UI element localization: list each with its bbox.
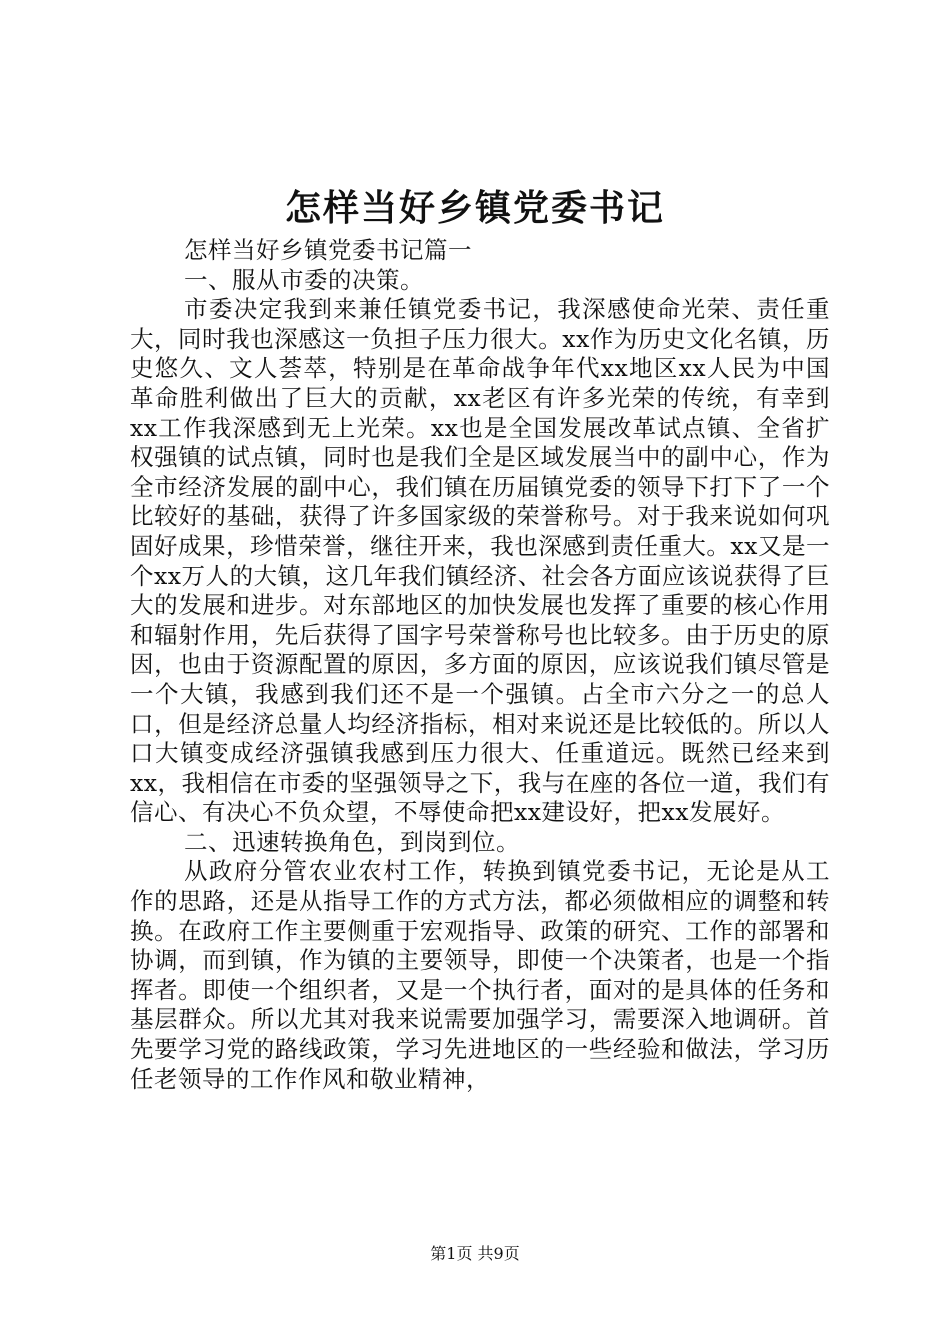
page-footer: 第1页 共9页 xyxy=(430,1244,520,1263)
subheading-1: 一、服从市委的决策。 xyxy=(184,265,425,294)
subheading-2: 二、迅速转换角色，到岗到位。 xyxy=(184,827,521,856)
document-title: 怎样当好乡镇党委书记 xyxy=(284,187,665,229)
section-heading: 怎样当好乡镇党委书记篇一 xyxy=(184,236,473,264)
paragraph: 市委决定我到来兼任镇党委书记，我深感使命光荣、责任重大，同时我也深感这一负担子压力很大。xx作为历史文化名镇，历史悠久、文人荟萃，特别是在革命战争年代xx地区xx人民为中国革命胜利做出了巨大的贡献，xx老区有许多光荣的传统，有幸到xx工作我深感到无上光荣。xx也是全国发展改革试点镇、全省扩权强镇的试点镇，同时也是我们全是区域发展当中的副中心，作为全市经济发展的副中心，我们镇在历届镇党委的领导下打下了一个比较好的基础，获得了许多国家级的荣誉称号。对于我来说如何巩固好成果，珍惜荣誉，继往开来，我也深感到责任重大。xx又是一个xx万人的大镇，这几年我们镇经济、社会各方面应该说获得了巨大的发展和进步。对东部地区的加快发展也发挥了重要的核心作用和辐射作用，先后获得了国字号荣誉称号也比较多。由于历史的原因，也由于资源配置的原因，多方面的原因，应该说我们镇尽管是一个大镇，我感到我们还不是一个强镇。占全市六分之一的总人口，但是经济总量人均经济指标，相对来说还是比较低的。所以人口大镇变成经济强镇我感到压力很大、任重道远。既然已经来到xx，我相信在市委的坚强领导之下，我与在座的各位一道，我们有信心、有决心不负众望，不辱使命把xx建设好，把xx发展好。 xyxy=(130,295,830,827)
document-body xyxy=(130,236,830,1094)
paragraph: 从政府分管农业农村工作，转换到镇党委书记，无论是从工作的思路，还是从指导工作的方式方法，都必须做相应的调整和转换。在政府工作主要侧重于宏观指导、政策的研究、工作的部署和协调，而到镇，作为镇的主要领导，即使一个决策者，也是一个指挥者。即使一个组织者，又是一个执行者，面对的是具体的任务和基层群众。所以尤其对我来说需要加强学习，需要深入地调研。首先要学习党的路线政策，学习先进地区的一些经验和做法，学习历任老领导的工作作风和敬业精神， xyxy=(130,857,830,1093)
